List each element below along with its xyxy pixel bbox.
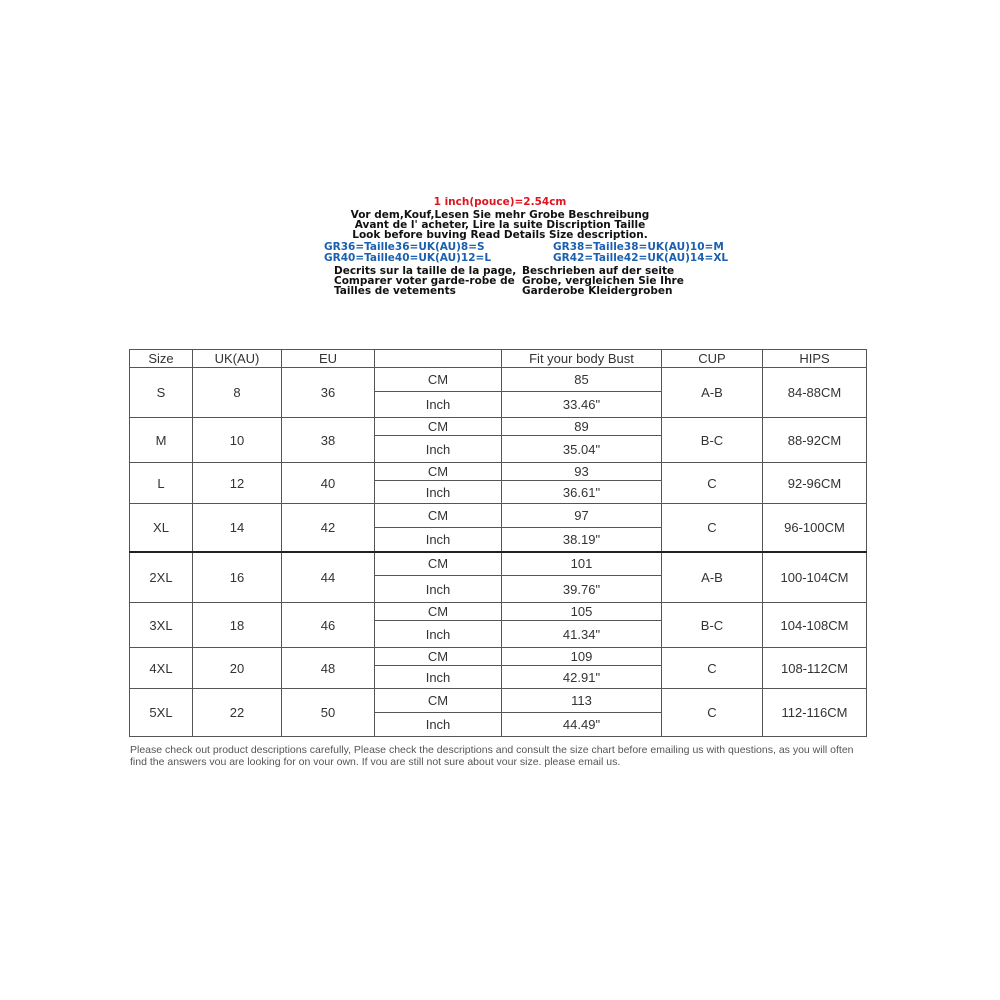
unit-cm-cell: CM	[375, 603, 502, 621]
footer-note: Please check out product descriptions carefully, Please check the descriptions and consult the size chart before emailing us with questions, as you will often find the answers vou are looking for on vour own. If vou are still not sure about vour size. please email us.	[130, 744, 854, 768]
table-row	[130, 648, 867, 666]
table-row	[130, 368, 867, 392]
uk-cell: 10	[193, 418, 282, 463]
unit-inch-cell: Inch	[375, 666, 502, 689]
uk-cell: 14	[193, 504, 282, 552]
french-note-line-1: Decrits sur la taille de la page,	[334, 265, 517, 277]
cup-cell: C	[662, 463, 763, 504]
hips-cell: 100-104CM	[763, 552, 867, 603]
table-row	[130, 418, 867, 436]
eu-cell: 36	[282, 368, 375, 418]
eu-cell: 40	[282, 463, 375, 504]
bust-inch-cell: 41.34"	[502, 621, 662, 648]
cup-cell: A-B	[662, 552, 763, 603]
hips-cell: 88-92CM	[763, 418, 867, 463]
header-hips: HIPS	[763, 350, 867, 368]
bust-cm-cell: 89	[502, 418, 662, 436]
bust-cm-cell: 109	[502, 648, 662, 666]
eu-cell: 46	[282, 603, 375, 648]
uk-cell: 18	[193, 603, 282, 648]
unit-cm-cell: CM	[375, 368, 502, 392]
eu-cell: 44	[282, 552, 375, 603]
cup-cell: B-C	[662, 418, 763, 463]
unit-cm-cell: CM	[375, 648, 502, 666]
unit-inch-cell: Inch	[375, 576, 502, 603]
bust-inch-cell: 44.49"	[502, 713, 662, 737]
german-note-line-3: Garderobe Kleidergroben	[522, 285, 673, 297]
unit-inch-cell: Inch	[375, 392, 502, 418]
english-instruction: Look before buving Read Details Size description.	[352, 229, 648, 241]
german-note-line-1: Beschrieben auf der seite	[522, 265, 675, 277]
inch-conversion-note: 1 inch(pouce)=2.54cm	[433, 196, 567, 208]
table-row	[130, 603, 867, 621]
hips-cell: 92-96CM	[763, 463, 867, 504]
french-note-line-3: Tailles de vetements	[334, 285, 456, 297]
german-note-line-2: Grobe, vergleichen Sie Ihre	[522, 275, 684, 287]
size-mapping-m: GR38=Taille38=UK(AU)10=M	[553, 241, 724, 253]
eu-cell: 38	[282, 418, 375, 463]
unit-cm-cell: CM	[375, 689, 502, 713]
bust-cm-cell: 97	[502, 504, 662, 528]
uk-cell: 8	[193, 368, 282, 418]
table-row	[130, 463, 867, 481]
unit-inch-cell: Inch	[375, 436, 502, 463]
cup-cell: C	[662, 504, 763, 552]
table-header-row	[130, 350, 867, 368]
unit-inch-cell: Inch	[375, 621, 502, 648]
header-cup: CUP	[662, 350, 763, 368]
size-cell: M	[130, 418, 193, 463]
unit-cm-cell: CM	[375, 463, 502, 481]
size-mapping-s: GR36=Taille36=UK(AU)8=S	[324, 241, 485, 253]
eu-cell: 50	[282, 689, 375, 737]
cup-cell: B-C	[662, 603, 763, 648]
size-cell: S	[130, 368, 193, 418]
bust-inch-cell: 35.04"	[502, 436, 662, 463]
size-mapping-l: GR40=Taille40=UK(AU)12=L	[324, 252, 492, 264]
unit-cm-cell: CM	[375, 418, 502, 436]
eu-cell: 48	[282, 648, 375, 689]
size-cell: 4XL	[130, 648, 193, 689]
bust-cm-cell: 93	[502, 463, 662, 481]
french-note-line-2: Comparer voter garde-robe de	[334, 275, 515, 287]
header-unit	[375, 350, 502, 368]
bust-cm-cell: 101	[502, 552, 662, 576]
header-uk-au: UK(AU)	[193, 350, 282, 368]
table-row	[130, 552, 867, 576]
german-instruction: Vor dem,Kouf,Lesen Sie mehr Grobe Beschreibung	[350, 209, 650, 221]
size-cell: L	[130, 463, 193, 504]
bust-inch-cell: 36.61"	[502, 481, 662, 504]
size-cell: 5XL	[130, 689, 193, 737]
bust-inch-cell: 42.91"	[502, 666, 662, 689]
cup-cell: C	[662, 689, 763, 737]
bust-cm-cell: 105	[502, 603, 662, 621]
uk-cell: 20	[193, 648, 282, 689]
bust-inch-cell: 33.46"	[502, 392, 662, 418]
hips-cell: 84-88CM	[763, 368, 867, 418]
french-instruction: Avant de l' acheter, Lire la suite Discription Taille	[354, 219, 646, 231]
cup-cell: A-B	[662, 368, 763, 418]
bust-inch-cell: 39.76"	[502, 576, 662, 603]
unit-inch-cell: Inch	[375, 481, 502, 504]
hips-cell: 96-100CM	[763, 504, 867, 552]
uk-cell: 22	[193, 689, 282, 737]
unit-cm-cell: CM	[375, 552, 502, 576]
size-cell: 2XL	[130, 552, 193, 603]
hips-cell: 104-108CM	[763, 603, 867, 648]
bust-cm-cell: 113	[502, 689, 662, 713]
unit-inch-cell: Inch	[375, 528, 502, 552]
hips-cell: 108-112CM	[763, 648, 867, 689]
size-mapping-xl: GR42=Taille42=UK(AU)14=XL	[553, 252, 729, 264]
size-cell: 3XL	[130, 603, 193, 648]
cup-cell: C	[662, 648, 763, 689]
table-row	[130, 504, 867, 528]
eu-cell: 42	[282, 504, 375, 552]
size-chart-table	[129, 349, 867, 737]
size-cell: XL	[130, 504, 193, 552]
uk-cell: 16	[193, 552, 282, 603]
header-bust: Fit your body Bust	[502, 350, 662, 368]
unit-inch-cell: Inch	[375, 713, 502, 737]
header-size: Size	[130, 350, 193, 368]
table-row	[130, 689, 867, 713]
bust-inch-cell: 38.19"	[502, 528, 662, 552]
hips-cell: 112-116CM	[763, 689, 867, 737]
unit-cm-cell: CM	[375, 504, 502, 528]
header-eu: EU	[282, 350, 375, 368]
bust-cm-cell: 85	[502, 368, 662, 392]
uk-cell: 12	[193, 463, 282, 504]
